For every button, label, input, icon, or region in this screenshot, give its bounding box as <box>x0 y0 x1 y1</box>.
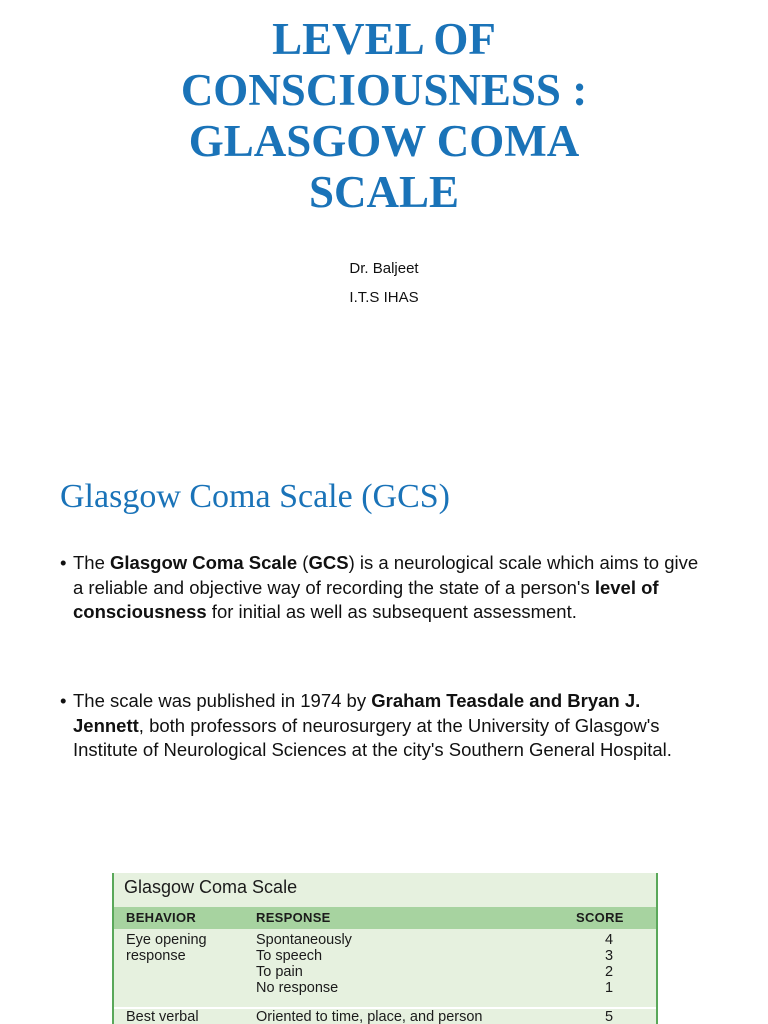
text-run: , both professors of neurosurgery at the University of Glasgow's Institute of Neurological Sciences at the city's Southern General Hospital. <box>73 714 672 760</box>
text-run: ) is a neurological scale which aims to give a reliable and objective way of recording the state of a person's <box>73 552 699 598</box>
bold-term: Graham Teasdale and Bryan J. Jennett <box>73 690 641 736</box>
bullet-text <box>60 689 700 763</box>
score-value: 1 <box>604 980 614 996</box>
response-item: Oriented to time, place, and person <box>256 1009 483 1024</box>
behavior-line: response <box>126 948 186 964</box>
response-item: No response <box>256 980 339 996</box>
score-cell <box>594 932 624 996</box>
response-cell <box>256 932 556 996</box>
header-behavior: BEHAVIOR <box>126 910 197 925</box>
author-name: Dr. Baljeet <box>349 260 419 277</box>
header-response: RESPONSE <box>256 910 331 925</box>
title-line: SCALE <box>308 167 460 217</box>
gcs-table <box>112 873 658 1024</box>
institute-name: I.T.S IHAS <box>349 289 419 306</box>
bold-term: level of consciousness <box>73 576 659 622</box>
behavior-cell <box>126 1009 251 1024</box>
behavior-line: Eye opening <box>126 932 207 948</box>
response-item: To speech <box>256 948 323 964</box>
score-value: 3 <box>604 948 614 964</box>
score-value: 4 <box>604 932 614 948</box>
text-run: The <box>73 552 111 573</box>
bullet-point <box>60 689 700 763</box>
text-run: ( <box>297 552 309 573</box>
bullet-icon: • <box>60 552 67 573</box>
bold-term: Glasgow Coma Scale <box>110 552 298 573</box>
score-cell <box>594 1009 624 1024</box>
behavior-cell <box>126 932 251 964</box>
text-run: for initial as well as subsequent assessment. <box>206 601 577 622</box>
behavior-line: Best verbal <box>126 1009 199 1024</box>
title-line: LEVEL OF <box>272 14 496 64</box>
bullet-point <box>60 551 700 625</box>
score-value: 2 <box>604 964 614 980</box>
response-item: Spontaneously <box>256 932 352 948</box>
table-header-row <box>114 907 656 929</box>
presentation-title <box>60 14 708 218</box>
table-row <box>114 1007 656 1024</box>
score-value: 5 <box>604 1009 614 1024</box>
title-line: CONSCIOUSNESS : <box>180 65 588 115</box>
bullet-icon: • <box>60 690 67 711</box>
section-heading: Glasgow Coma Scale (GCS) <box>60 478 451 515</box>
text-run: The scale was published in 1974 by <box>73 690 372 711</box>
table-caption: Glasgow Coma Scale <box>124 877 298 897</box>
response-cell <box>256 1009 556 1024</box>
bullet-text <box>60 551 700 625</box>
bold-term: GCS <box>308 552 349 573</box>
header-score: SCORE <box>576 910 624 925</box>
title-line: GLASGOW COMA <box>188 116 580 166</box>
response-item: To pain <box>256 964 303 980</box>
